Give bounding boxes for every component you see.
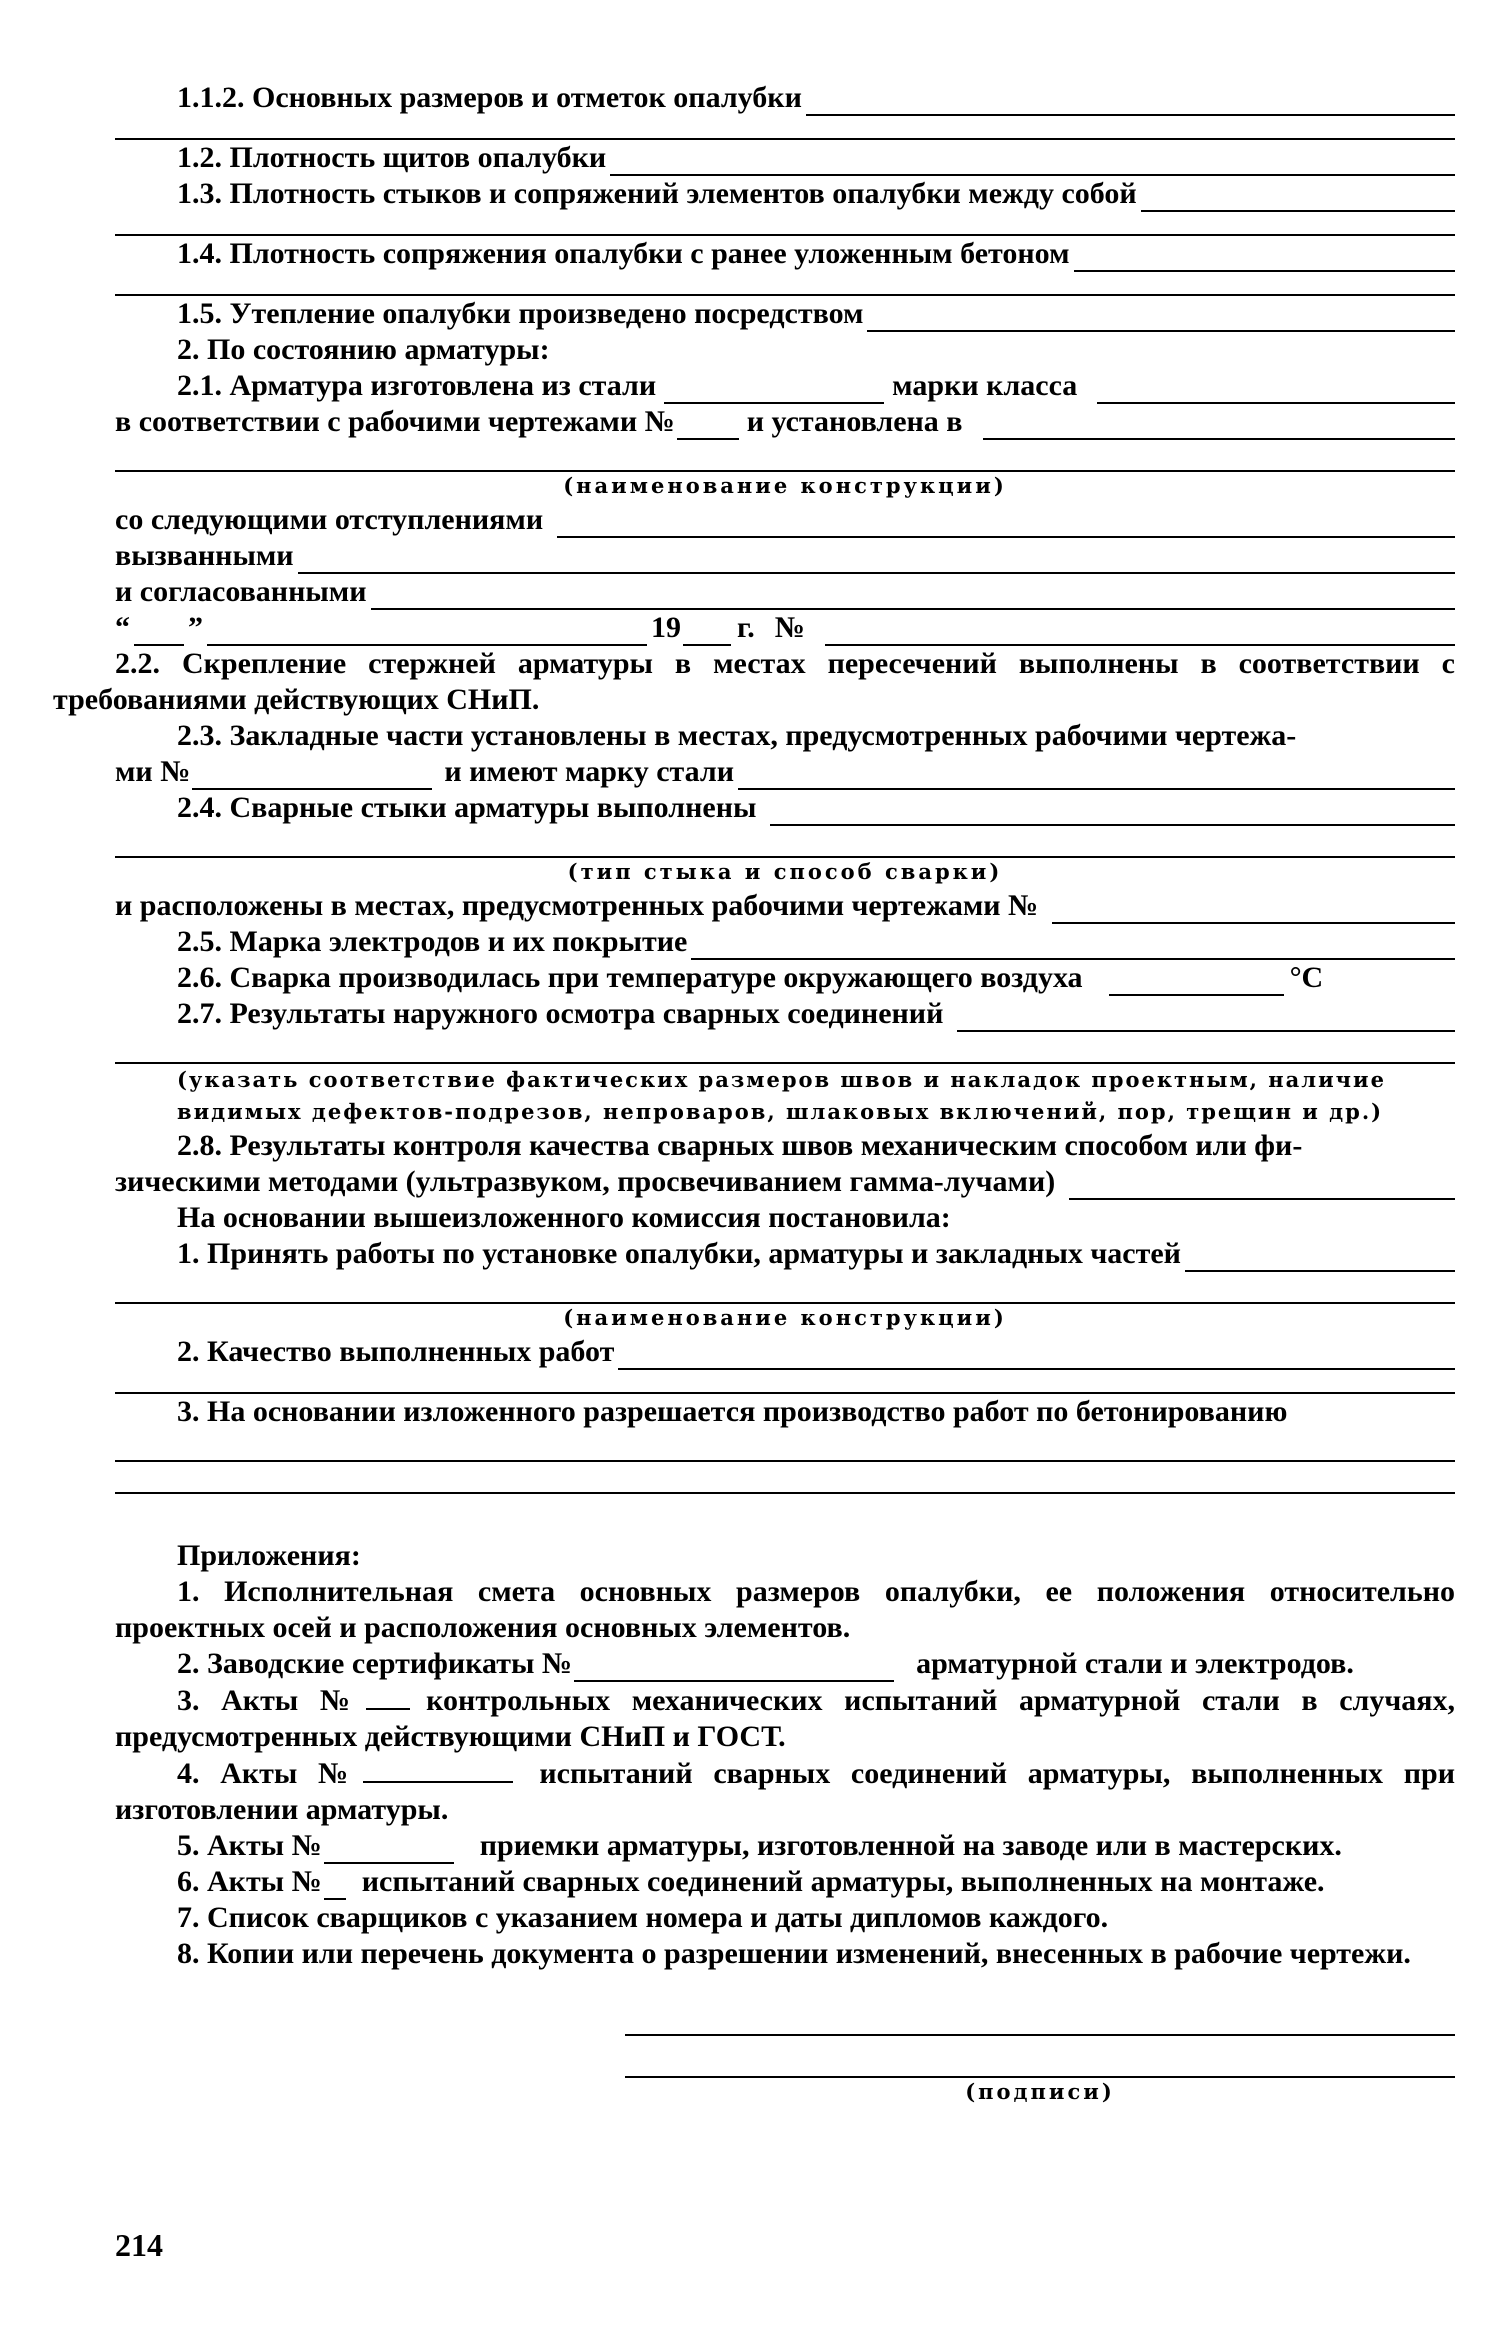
label-grade-class: марки класса: [892, 369, 1078, 402]
field-acts-4[interactable]: [363, 1755, 513, 1783]
label-joint-density: 1.3. Плотность стыков и сопряжений элементов опалубки между собой: [177, 177, 1137, 210]
label-caused: вызванными: [115, 539, 294, 572]
blank-line[interactable]: [115, 826, 1455, 858]
field-acts-5[interactable]: [324, 1836, 454, 1864]
text-acts-4: испытаний сварных соединений арматуры, выполненных при изготовлении арматуры.: [115, 1757, 1455, 1826]
text-2-3: 2.3. Закладные части установлены в местах, предусмотренных рабочими чертежа-: [177, 719, 1297, 752]
caption-weld-type: (тип стыка и способ сварки): [567, 859, 1003, 884]
label-steel-grade: и имеют марку стали: [444, 755, 735, 788]
line-caused: [115, 538, 1455, 574]
label-electrodes: 2.5. Марка электродов и их покрытие: [177, 925, 688, 958]
field-weld-control[interactable]: [1069, 1172, 1455, 1200]
attachment-3: [115, 1682, 1455, 1755]
field-acts-3[interactable]: [366, 1682, 410, 1710]
label-decision-3: 3. На основании изложенного разрешается производство работ по бетонированию: [177, 1395, 1288, 1428]
text-acts-5: приемки арматуры, изготовленной на заводе или в мастерских.: [479, 1829, 1342, 1862]
field-visual-inspection[interactable]: [957, 1004, 1455, 1032]
label-visual-inspection: 2.7. Результаты наружного осмотра сварных соединений: [177, 997, 944, 1030]
blank-line[interactable]: [115, 272, 1455, 296]
line-2-6: [115, 960, 1455, 996]
field-electrodes[interactable]: [691, 932, 1455, 960]
text-acts-6: испытаний сварных соединений арматуры, выполненных на монтаже.: [361, 1865, 1325, 1898]
line-1-5: [115, 296, 1455, 332]
line-2-3: [115, 718, 1455, 754]
line-2-8-cont: [115, 1164, 1455, 1200]
line-2-1-cont: [115, 404, 1455, 440]
field-drawings-no[interactable]: [677, 412, 739, 440]
blank-line[interactable]: [115, 1430, 1455, 1462]
field-decision-1[interactable]: [1185, 1244, 1455, 1272]
label-deviations: со следующими отступлениями: [115, 503, 544, 536]
line-commission: [115, 1200, 1455, 1236]
label-drawings-no: в соответствии с рабочими чертежами №: [115, 405, 675, 438]
line-2-8: [115, 1128, 1455, 1164]
blank-line[interactable]: [115, 1032, 1455, 1064]
field-panel-density[interactable]: [610, 148, 1455, 176]
field-certificates[interactable]: [574, 1654, 894, 1682]
field-deviations[interactable]: [557, 510, 1455, 538]
act-form: [53, 80, 1456, 2108]
label-panel-density: 1.2. Плотность щитов опалубки: [177, 141, 607, 174]
field-located[interactable]: [1052, 896, 1455, 924]
label-insulation: 1.5. Утепление опалубки произведено посредством: [177, 297, 864, 330]
text-commission: На основании вышеизложенного комиссия постановила:: [177, 1201, 951, 1234]
attachment-8: 8. Копии или перечень документа о разрешении изменений, внесенных в рабочие чертежи.: [177, 1937, 1411, 1970]
line-decision-3: [115, 1394, 1455, 1430]
label-certificates-tail: арматурной стали и электродов.: [916, 1647, 1354, 1680]
field-number[interactable]: [825, 618, 1455, 646]
attachments-heading: Приложения:: [177, 1539, 361, 1572]
attachment-1: 1. Исполнительная смета основных размеров опалубки, ее положения относительно проектных осей и расположения основных элементов.: [115, 1575, 1455, 1644]
blank-line[interactable]: [115, 1272, 1455, 1304]
line-1-3: [115, 176, 1455, 212]
blank-line[interactable]: [115, 212, 1455, 236]
field-insulation[interactable]: [867, 304, 1455, 332]
section-reinforcement-title: 2. По состоянию арматуры:: [177, 333, 550, 366]
label-acts-5: 5. Акты №: [177, 1829, 322, 1862]
label-embedded-drawings: ми №: [115, 755, 191, 788]
line-1-2: [115, 140, 1455, 176]
line-decision-1: [115, 1236, 1455, 1272]
label-located: и расположены в местах, предусмотренных рабочими чертежами №: [115, 889, 1039, 922]
blank-line[interactable]: [115, 440, 1455, 472]
attachment-6: [115, 1864, 1455, 1900]
caption-construction-name-2: (наименование конструкции): [563, 1305, 1007, 1330]
attachments-title: [115, 1538, 1455, 1574]
line-2-4: [115, 790, 1455, 826]
label-celsius: °С: [1289, 961, 1324, 994]
line-located: [115, 888, 1455, 924]
label-steel: 2.1. Арматура изготовлена из стали: [177, 369, 657, 402]
label-acts-3: 3. Акты №: [177, 1684, 365, 1717]
page-number: 214: [115, 2227, 163, 2263]
line-2: [115, 332, 1455, 368]
text-acts-3: контрольных механических испытаний арматурной стали в случаях, предусмотренных действующими СНиП и ГОСТ.: [115, 1684, 1456, 1753]
label-acts-4: 4. Акты №: [177, 1757, 362, 1790]
field-day[interactable]: [134, 618, 184, 646]
quote-open: “: [115, 611, 130, 644]
attachment-4: [115, 1755, 1455, 1828]
label-decision-1: 1. Принять работы по установке опалубки, арматуры и закладных частей: [177, 1237, 1181, 1270]
caption-weld-note-2: видимых дефектов-подрезов, непроваров, шлаковых включений, пор, трещин и др.): [177, 1099, 1384, 1124]
field-embedded-drawings[interactable]: [192, 762, 432, 790]
blank-line[interactable]: [115, 1462, 1455, 1494]
line-2-3-cont: [115, 754, 1455, 790]
label-certificates: 2. Заводские сертификаты №: [177, 1647, 573, 1680]
field-installed-in[interactable]: [983, 412, 1455, 440]
line-deviations: [115, 502, 1455, 538]
signature-line-2[interactable]: [625, 2036, 1455, 2078]
line-1-4: [115, 236, 1455, 272]
caption-signatures: (подписи): [965, 2079, 1115, 2104]
text-2-8: 2.8. Результаты контроля качества сварных швов механическим способом или фи-: [177, 1129, 1303, 1162]
field-decision-2[interactable]: [618, 1342, 1455, 1370]
attachment-5: [115, 1828, 1455, 1864]
text-attachment-7: 7. Список сварщиков с указанием номера и даты дипломов каждого.: [177, 1901, 1109, 1934]
line-2-1: [115, 368, 1455, 404]
field-steel-grade[interactable]: [738, 762, 1455, 790]
field-year[interactable]: [683, 618, 731, 646]
field-joint-density[interactable]: [1141, 184, 1455, 212]
label-weld-joints: 2.4. Сварные стыки арматуры выполнены: [177, 791, 757, 824]
line-decision-2: [115, 1334, 1455, 1370]
label-installed-in: и установлена в: [746, 405, 963, 438]
caption-weld-note-1: (указать соответствие фактических размеров швов и накладок проектным, наличие: [177, 1067, 1386, 1092]
field-temperature[interactable]: [1109, 968, 1284, 996]
text-2-2: 2.2. Скрепление стержней арматуры в местах пересечений выполнены в соответствии с требованиями действующих СНиП.: [53, 647, 1455, 716]
line-date: [115, 610, 1455, 646]
field-month[interactable]: [207, 618, 647, 646]
field-agreed[interactable]: [371, 582, 1455, 610]
field-caused[interactable]: [298, 546, 1455, 574]
field-formwork-dimensions[interactable]: [806, 88, 1455, 116]
label-agreed: и согласованными: [115, 575, 367, 608]
caption-construction-name: (наименование конструкции): [563, 473, 1007, 498]
label-formwork-dimensions: 1.1.2. Основных размеров и отметок опалубки: [177, 81, 802, 114]
field-concrete-joint[interactable]: [1074, 244, 1455, 272]
quote-close: ”: [188, 611, 203, 644]
label-year-g: г.: [737, 611, 755, 644]
blank-line[interactable]: [115, 1370, 1455, 1394]
field-acts-6[interactable]: [324, 1872, 346, 1900]
label-concrete-joint: 1.4. Плотность сопряжения опалубки с ранее уложенным бетоном: [177, 237, 1070, 270]
field-grade-class[interactable]: [1097, 376, 1455, 404]
label-decision-2: 2. Качество выполненных работ: [177, 1335, 615, 1368]
label-weld-control: зическими методами (ультразвуком, просвечиванием гамма-лучами): [115, 1165, 1056, 1198]
line-2-5: [115, 924, 1455, 960]
attachment-7: [115, 1900, 1455, 1936]
label-year: 19: [651, 611, 681, 644]
line-agreed: [115, 574, 1455, 610]
label-number: №: [774, 611, 805, 644]
line-2-7: [115, 996, 1455, 1032]
blank-line[interactable]: [115, 116, 1455, 140]
field-weld-joints[interactable]: [770, 798, 1455, 826]
signature-line-1[interactable]: [625, 1994, 1455, 2036]
attachment-2: [115, 1646, 1455, 1682]
label-acts-6: 6. Акты №: [177, 1865, 322, 1898]
label-temperature: 2.6. Сварка производилась при температуре окружающего воздуха: [177, 961, 1083, 994]
field-steel[interactable]: [664, 376, 884, 404]
line-1-1-2: [115, 80, 1455, 116]
